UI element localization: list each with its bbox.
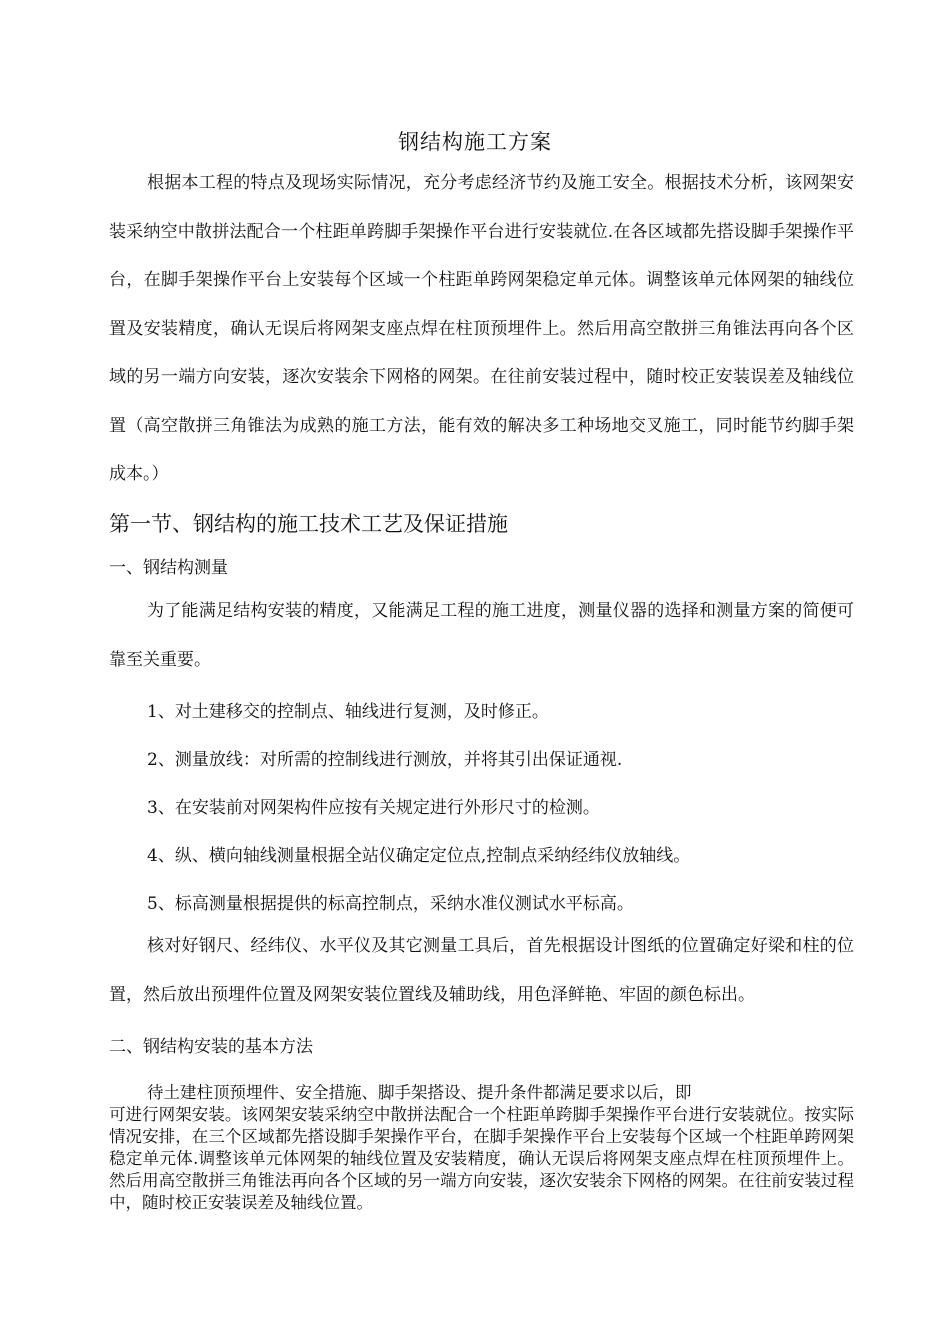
subsection-1-closing: 核对好钢尺、经纬仪、水平仪及其它测量工具后，首先根据设计图纸的位置确定好梁和柱的位置，然后放出预埋件位置及网架安装位置线及辅助线，用色泽鲜艳、牢固的颜色标出。 [109, 936, 854, 1005]
section-1-title: 第一节、钢结构的施工技术工艺及保证措施 [109, 512, 508, 536]
subsection-2-body: 可进行网架安装。该网架安装采纳空中散拼法配合一个柱距单跨脚手架操作平台进行安装就位。按实际情况安排，在三个区域都先搭设脚手架操作平台，在脚手架操作平台上安装每个区域一个柱距单跨网架稳定单元体.调整该单元体网架的轴线位置及安装精度，确认无误后将网架支座点焊在柱顶预埋件上。然后用高空散拼三角锥法再向各个区域的另一端方向安装，逐次安装余下网格的网架。在往前安装过程中，随时校正安装误差及轴线位置。 [109, 1105, 854, 1212]
list-item: 2、测量放线：对所需的控制线进行测放，并将其引出保证通视. [147, 750, 623, 770]
subsection-1-intro: 为了能满足结构安装的精度，又能满足工程的施工进度，测量仪器的选择和测量方案的简便可靠至关重要。 [109, 601, 854, 670]
subsection-2-paragraph [109, 1082, 854, 1214]
document-title: 钢结构施工方案 [398, 130, 552, 154]
subsection-2-first-line: 待土建柱顶预埋件、安全措施、脚手架搭设、提升条件都满足要求以后，即 [147, 1083, 692, 1102]
list-item: 3、在安装前对网架构件应按有关规定进行外形尺寸的检测。 [147, 798, 600, 818]
list-item: 4、纵、横向轴线测量根据全站仪确定定位点,控制点采纳经纬仪放轴线。 [147, 846, 691, 866]
intro-paragraph: 根据本工程的特点及现场实际情况，充分考虑经济节约及施工安全。根据技术分析，该网架安装采纳空中散拼法配合一个柱距单跨脚手架操作平台进行安装就位.在各区域都先搭设脚手架操作平台，在脚手架操作平台上安装每个区域一个柱距单跨网架稳定单元体。调整该单元体网架的轴线位置及安装精度，确认无误后将网架支座点焊在柱顶预埋件上。然后用高空散拼三角锥法再向各个区域的另一端方向安装，逐次安装余下网格的网架。在往前安装过程中，随时校正安装误差及轴线位置（高空散拼三角锥法为成熟的施工方法，能有效的解决多工种场地交叉施工，同时能节约脚手架成本。） [109, 173, 854, 484]
list-item: 1、对土建移交的控制点、轴线进行复测，及时修正。 [147, 702, 549, 722]
subsection-1-title: 一、钢结构测量 [109, 558, 228, 578]
list-item: 5、标高测量根据提供的标高控制点，采纳水准仪测试水平标高。 [147, 894, 634, 914]
subsection-2-title: 二、钢结构安装的基本方法 [109, 1037, 313, 1057]
